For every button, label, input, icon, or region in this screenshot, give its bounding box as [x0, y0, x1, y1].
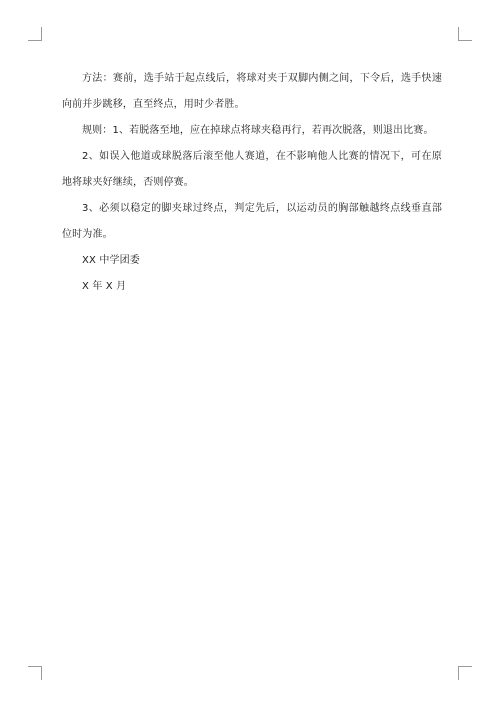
- crop-mark-top-right-h: [458, 40, 472, 41]
- crop-mark-top-left-h: [28, 40, 42, 41]
- crop-mark-bottom-right-h: [458, 666, 472, 667]
- crop-mark-bottom-left-v: [41, 666, 42, 680]
- crop-mark-bottom-right-v: [458, 666, 459, 680]
- document-body: [62, 66, 442, 300]
- paragraph-rule-2: 2、如误入他道或球脱落后滚至他人赛道，在不影响他人比赛的情况下，可在原地将球夹好继续，否则停赛。: [62, 151, 442, 188]
- signature-organization: XX 中学团委: [82, 255, 140, 266]
- crop-mark-bottom-left-h: [28, 666, 42, 667]
- crop-mark-top-right-v: [458, 27, 459, 41]
- paragraph-rule-1: 规则：1、若脱落至地，应在掉球点将球夹稳再行，若再次脱落，则退出比赛。: [82, 125, 434, 136]
- paragraph-method: 方法：赛前，选手站于起点线后，将球对夹于双脚内侧之间，下令后，选手快速向前并步跳移，直至终点，用时少者胜。: [62, 73, 442, 110]
- crop-mark-top-left-v: [41, 27, 42, 41]
- signature-date: X 年 X 月: [82, 281, 127, 292]
- paragraph-rule-3: 3、必须以稳定的脚夹球过终点，判定先后，以运动员的胸部触越终点线垂直部位时为准。: [62, 203, 442, 240]
